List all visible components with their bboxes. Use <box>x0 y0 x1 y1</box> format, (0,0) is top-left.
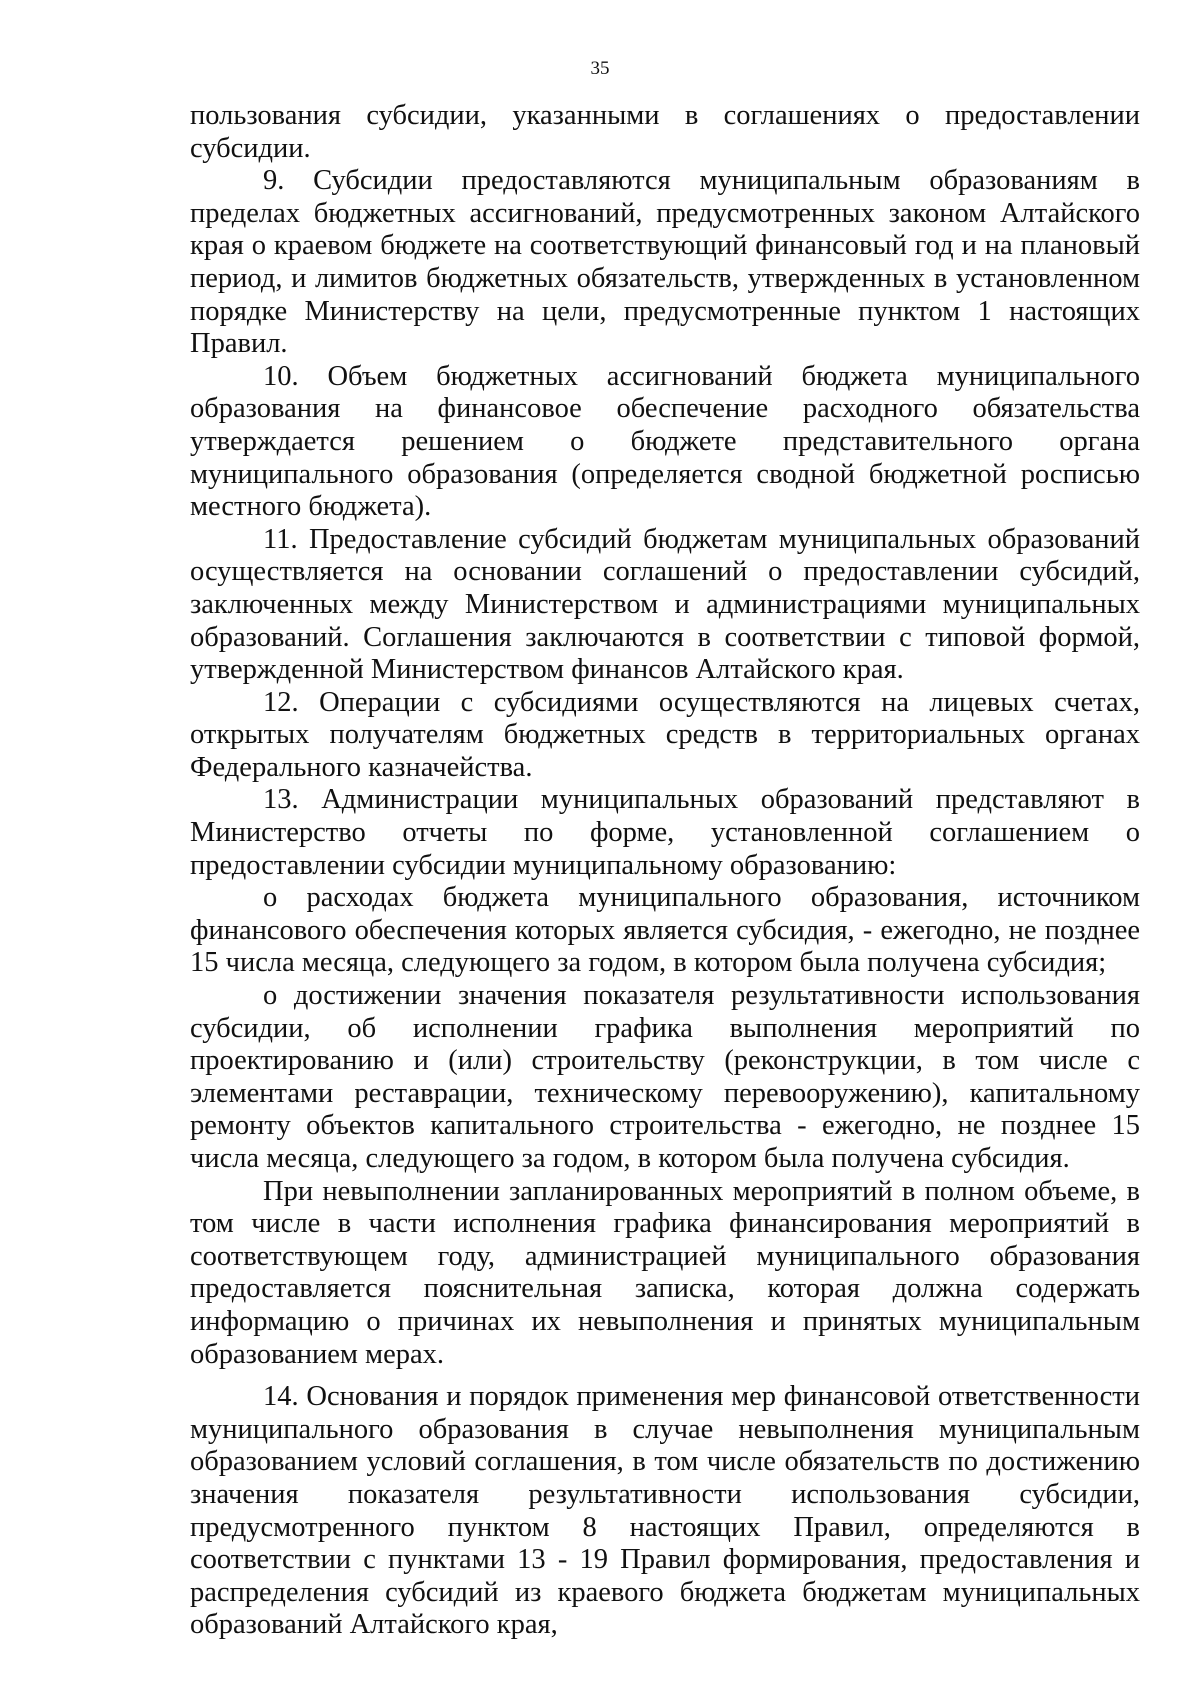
paragraph-report-expenses: о расходах бюджета муниципального образования, источником финансового обеспечения которых является субсидия, - ежегодно, не позднее 15 числа месяца, следующего за годом, в котором была получена субсидия; <box>190 882 1140 979</box>
document-body <box>190 100 1140 1642</box>
paragraph-report-performance: о достижении значения показателя результативности использования субсидии, об исполнении графика выполнения мероприятий по проектированию и (или) строительству (реконструкции, в том числе с элементами реставрации, техническому перевооружению), капитальному ремонту объектов капитального строительства - ежегодно, не позднее 15 числа месяца, следующего за годом, в котором была получена субсидия. <box>190 980 1140 1174</box>
paragraph-item-13: 13. Администрации муниципальных образований представляют в Министерство отчеты по форме, установленной соглашением о предоставлении субсидии муниципальному образованию: <box>190 784 1140 881</box>
page-number: 35 <box>590 58 610 79</box>
paragraph-item-12: 12. Операции с субсидиями осуществляются на лицевых счетах, открытых получателям бюджетных средств в территориальных органах Федерального казначейства. <box>190 686 1140 783</box>
paragraph-continuation: пользования субсидии, указанными в соглашениях о предоставлении субсидии. <box>190 100 1140 164</box>
paragraph-item-14: 14. Основания и порядок применения мер финансовой ответственности муниципального образования в случае невыполнения муниципальным образованием условий соглашения, в том числе обязательств по достижению значения показателя результативности использования субсидии, предусмотренного пунктом 8 настоящих Правил, определяются в соответствии с пунктами 13 - 19 Правил формирования, предоставления и распределения субсидий из краевого бюджета бюджетам муниципальных образований Алтайского края, <box>190 1381 1140 1641</box>
paragraph-explanatory-note: При невыполнении запланированных мероприятий в полном объеме, в том числе в части исполнения графика финансирования мероприятий в соответствующем году, администрацией муниципального образования предоставляется пояснительная записка, которая должна содержать информацию о причинах их невыполнения и принятых муниципальным образованием мерах. <box>190 1175 1140 1370</box>
paragraph-item-9: 9. Субсидии предоставляются муниципальным образованиям в пределах бюджетных ассигнований, предусмотренных законом Алтайского края о краевом бюджете на соответствующий финансовый год и на плановый период, и лимитов бюджетных обязательств, утвержденных в установленном порядке Министерству на цели, предусмотренные пунктом 1 настоящих Правил. <box>190 165 1140 360</box>
paragraph-item-10: 10. Объем бюджетных ассигнований бюджета муниципального образования на финансовое обеспечение расходного обязательства утверждается решением о бюджете представительного органа муниципального образования (определяется сводной бюджетной росписью местного бюджета). <box>190 360 1140 523</box>
paragraph-item-11: 11. Предоставление субсидий бюджетам муниципальных образований осуществляется на основании соглашений о предоставлении субсидий, заключенных между Министерством и администрациями муниципальных образований. Соглашения заключаются в соответствии с типовой формой, утвержденной Министерством финансов Алтайского края. <box>190 523 1140 686</box>
